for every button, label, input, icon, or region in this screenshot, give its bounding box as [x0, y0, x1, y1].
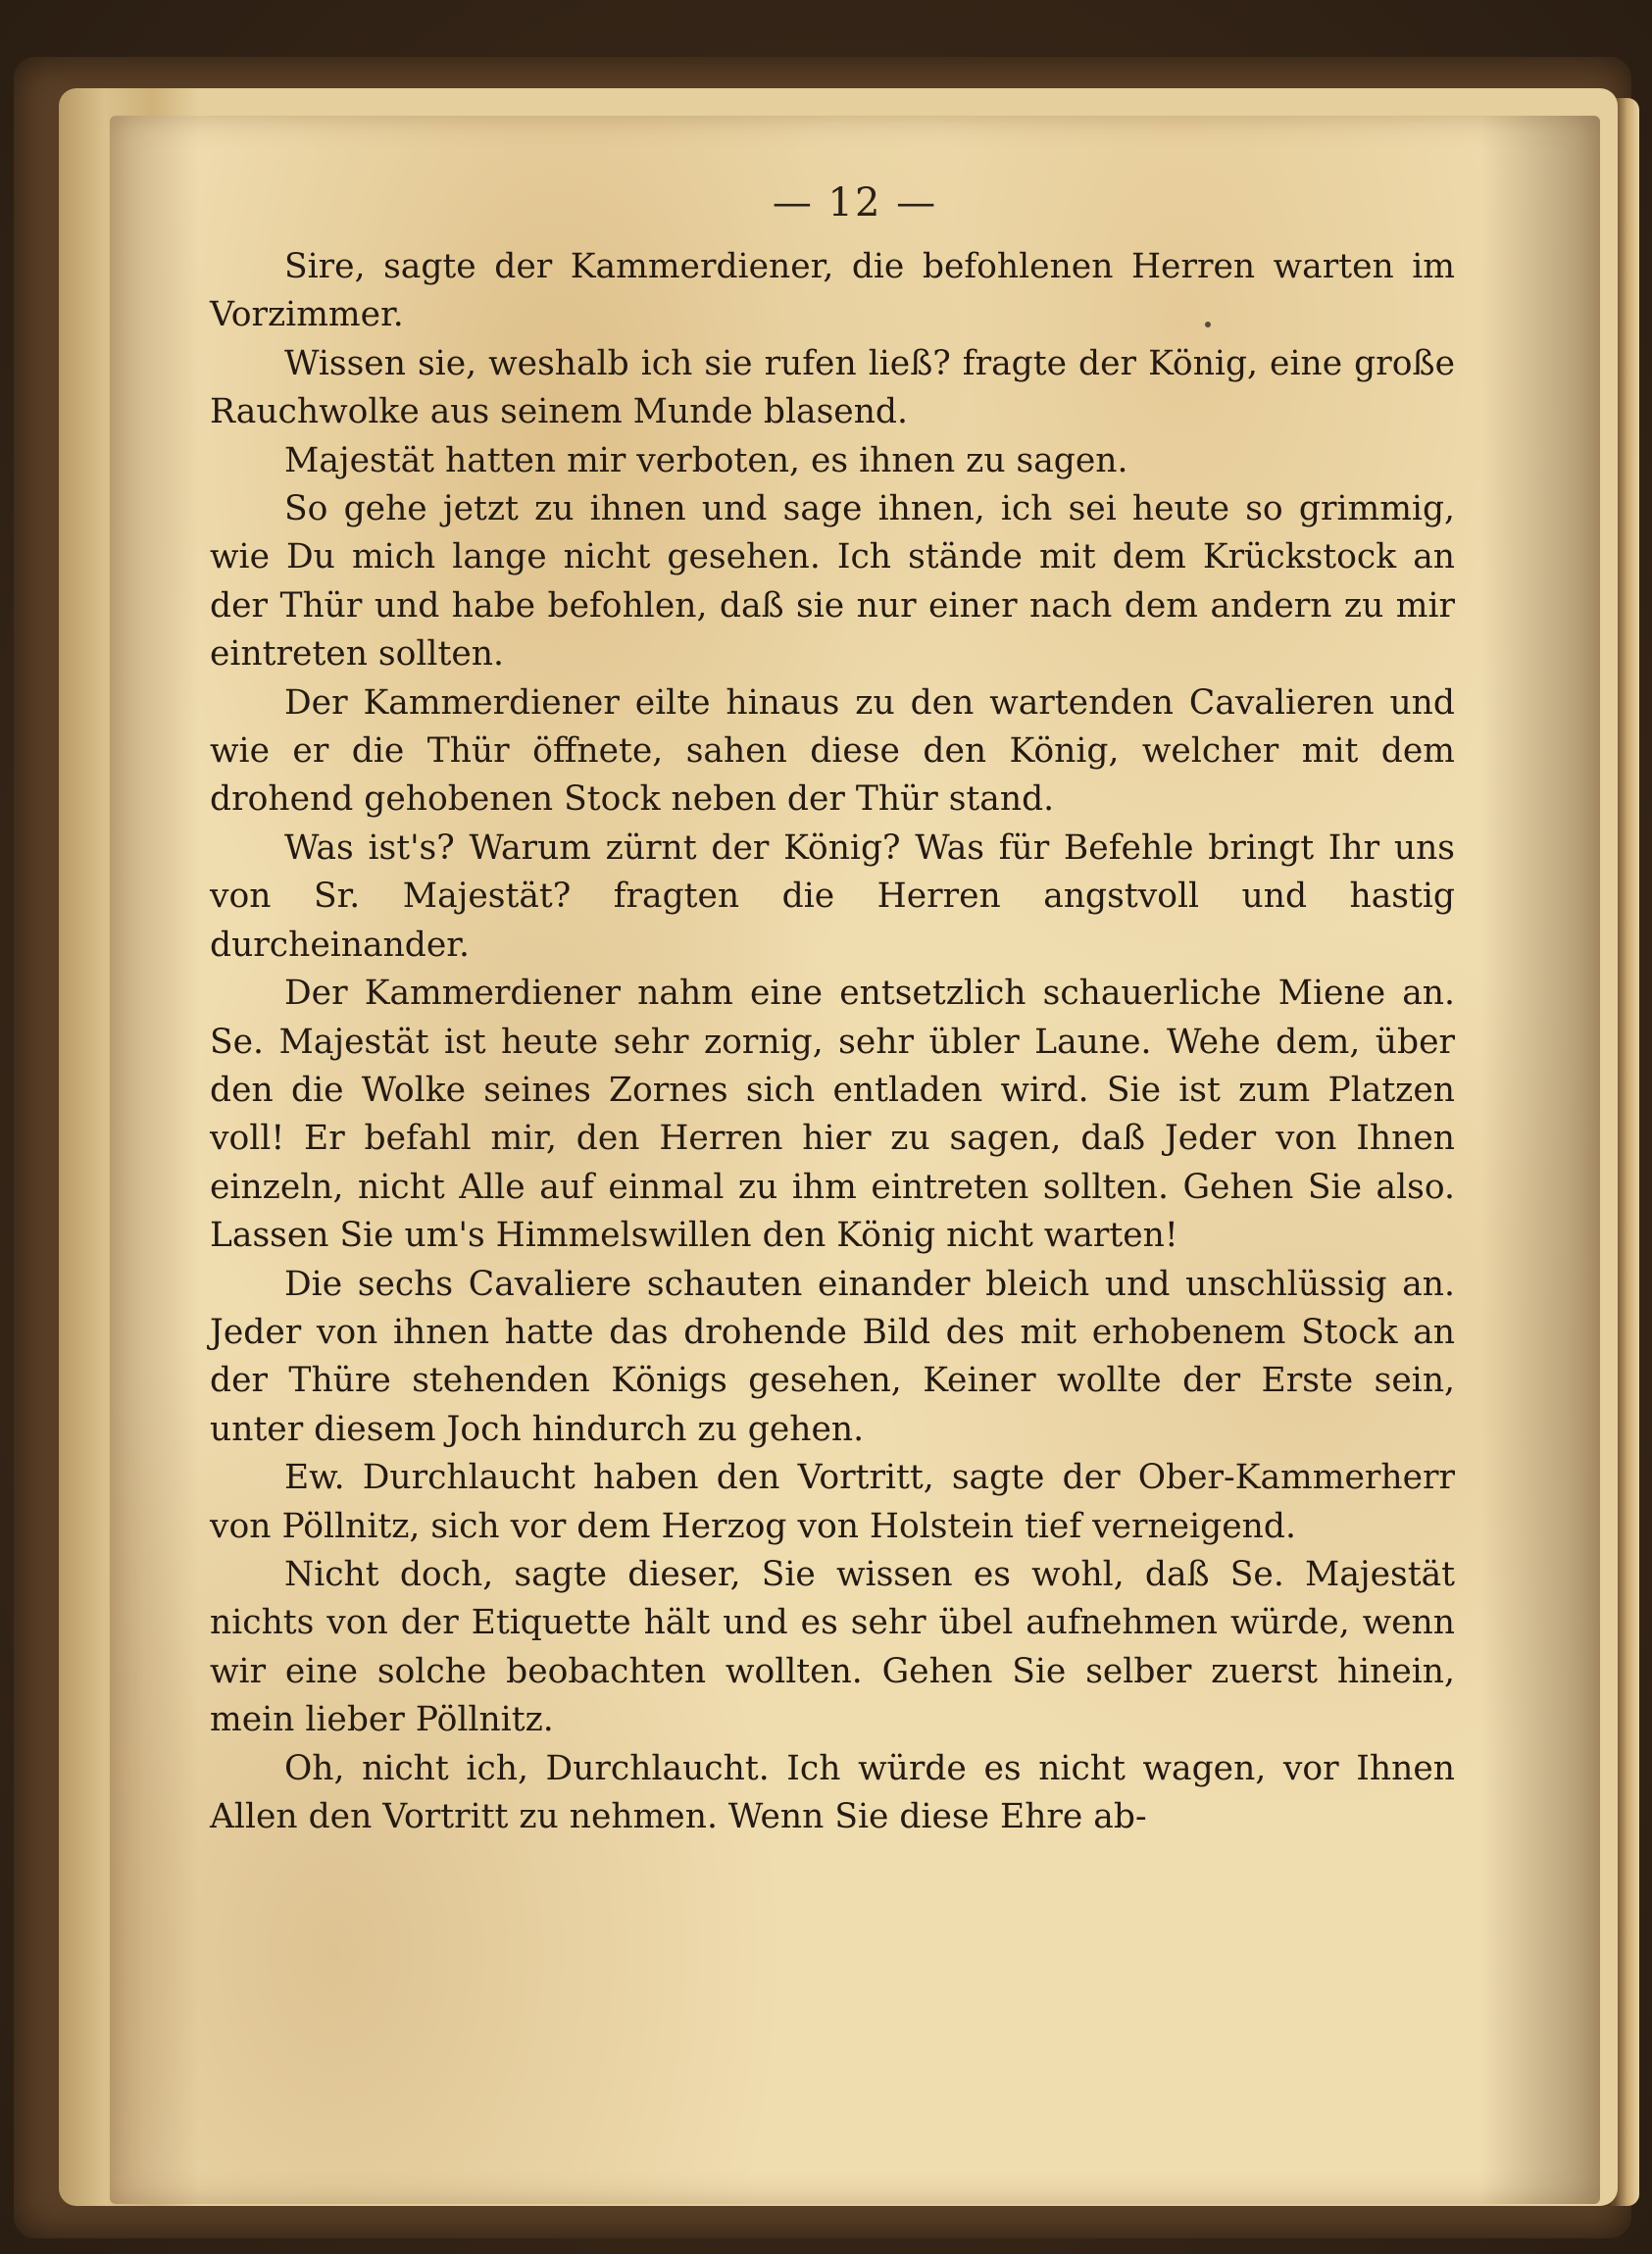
paragraph: So gehe jetzt zu ihnen und sage ihnen, ich sei heute so grimmig, wie Du mich lange nicht gesehen. Ich stände mit dem Krückstock an der Thür und habe befohlen, daß sie nur einer nach dem andern zu mir eintreten sollten. — [210, 489, 1455, 675]
paragraph: Wissen sie, weshalb ich sie rufen ließ? fragte der König, eine große Rauchwolke aus seinem Munde blasend. — [210, 343, 1455, 432]
paragraph: Der Kammerdiener eilte hinaus zu den wartenden Cavalieren und wie er die Thür öffnete, sahen diese den König, welcher mit dem drohend gehobenen Stock neben der Thür stand. — [210, 682, 1455, 820]
paragraph: Nicht doch, sagte dieser, Sie wissen es wohl, daß Se. Majestät nichts von der Etiquette hält und es sehr übel aufnehmen würde, wenn wir eine solche beobachten wollten. Gehen Sie selber zuerst hinein, mein lieber Pöllnitz. — [210, 1554, 1455, 1740]
page-number: — 12 — — [772, 180, 938, 225]
paragraph: Die sechs Cavaliere schauten einander bleich und unschlüssig an. Jeder von ihnen hatte das drohende Bild des mit erhobenem Stock an der Thüre stehenden Königs gesehen, Keiner wollte der Erste sein, unter diesem Joch hindurch zu gehen. — [210, 1264, 1455, 1449]
body-text — [210, 243, 1455, 1841]
paragraph: Oh, nicht ich, Durchlaucht. Ich würde es nicht wagen, vor Ihnen Allen den Vortritt zu nehmen. Wenn Sie diese Ehre ab- — [210, 1748, 1455, 1836]
paragraph: Majestät hatten mir verboten, es ihnen zu sagen. — [284, 440, 1128, 480]
paragraph: Sire, sagte der Kammerdiener, die befohlenen Herren warten im Vorzimmer. — [210, 247, 1455, 335]
paragraph: Ew. Durchlaucht haben den Vortritt, sagte der Ober-Kammerherr von Pöllnitz, sich vor dem Herzog von Holstein tief verneigend. — [210, 1458, 1455, 1546]
paragraph: Was ist's? Warum zürnt der König? Was für Befehle bringt Ihr uns von Sr. Majestät? fragten die Herren angstvoll und hastig durcheinander. — [210, 827, 1455, 965]
paragraph: Der Kammerdiener nahm eine entsetzlich schauerliche Miene an. Se. Majestät ist heute sehr zornig, sehr übler Laune. Wehe dem, über den die Wolke seines Zornes sich entladen wird. Sie ist zum Platzen voll! Er befahl mir, den Herren hier zu sagen, daß Jeder von Ihnen einzeln, nicht Alle auf einmal zu ihm eintreten sollten. Gehen Sie also. Lassen Sie um's Himmelswillen den König nicht warten! — [210, 974, 1455, 1256]
